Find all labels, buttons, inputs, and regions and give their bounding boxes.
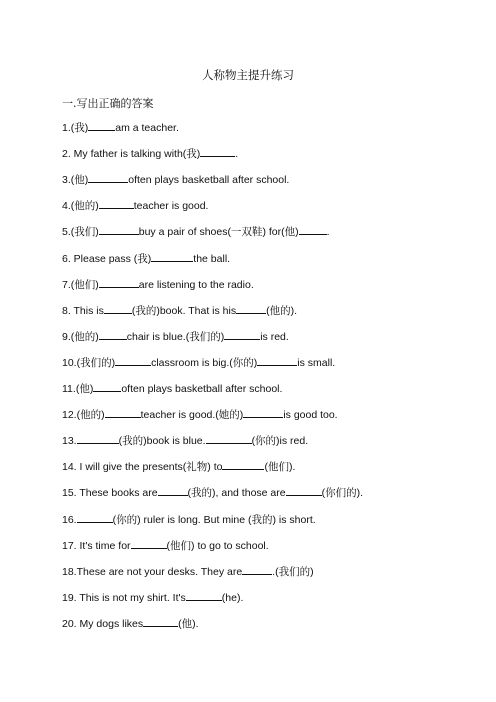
question-item — [62, 511, 316, 527]
question-item — [62, 380, 282, 396]
question-text: are listening to the radio. — [138, 278, 254, 291]
question-item — [62, 223, 330, 239]
answer-blank[interactable] — [99, 328, 127, 340]
answer-blank[interactable] — [206, 432, 252, 444]
question-text: 18.These are not your desks. They are — [62, 565, 243, 578]
question-text: 10.(我们的) — [62, 356, 116, 369]
question-item — [62, 171, 289, 187]
question-text: 13. — [62, 435, 77, 448]
question-text: .(我们的) — [272, 565, 314, 578]
answer-blank[interactable] — [115, 354, 151, 366]
answer-blank[interactable] — [93, 380, 121, 392]
question-text: is small. — [297, 356, 336, 369]
question-text: teacher is good.(她的) — [140, 409, 244, 422]
question-text: . — [326, 226, 330, 239]
section-heading: 一.写出正确的答案 — [62, 97, 154, 110]
question-item — [62, 537, 269, 553]
answer-blank[interactable] — [242, 563, 272, 575]
question-item — [62, 119, 179, 135]
answer-blank[interactable] — [77, 511, 113, 523]
question-text: 11.(他) — [62, 383, 94, 395]
question-text: 1.(我) — [62, 122, 89, 134]
question-item — [62, 563, 314, 579]
question-text: 6. Please pass (我) — [62, 252, 152, 265]
question-item — [62, 615, 199, 631]
question-text: 7.(他们) — [62, 278, 99, 291]
question-text: 16. — [62, 513, 77, 526]
question-text: 2. My father is talking with(我) — [62, 148, 201, 161]
question-text: am a teacher. — [115, 122, 179, 134]
question-text: is good too. — [283, 409, 338, 422]
question-text: (他的). — [266, 304, 298, 317]
answer-blank[interactable] — [99, 223, 139, 235]
question-text: (他). — [178, 617, 199, 630]
question-item — [62, 145, 238, 161]
question-text: (你们的). — [321, 487, 364, 500]
question-text: 3.(他) — [62, 174, 89, 187]
question-item — [62, 484, 363, 500]
question-text: the ball. — [193, 252, 231, 265]
question-item — [62, 302, 297, 318]
question-text: often plays basketball after school. — [121, 383, 283, 395]
question-item — [62, 458, 295, 474]
answer-blank[interactable] — [286, 484, 322, 496]
question-text: often plays basketball after school. — [128, 174, 290, 187]
answer-blank[interactable] — [200, 145, 235, 157]
answer-blank[interactable] — [186, 589, 222, 601]
answer-blank[interactable] — [257, 354, 297, 366]
question-text: . — [235, 148, 239, 161]
question-text: 8. This is — [62, 304, 104, 317]
question-item — [62, 328, 289, 344]
question-text: 20. My dogs likes — [62, 617, 144, 630]
question-text: (我的), and those are — [187, 487, 286, 500]
page-title: 人称物主提升练习 — [202, 68, 294, 82]
question-item — [62, 432, 308, 448]
answer-blank[interactable] — [88, 119, 115, 131]
answer-blank[interactable] — [104, 302, 132, 314]
question-text: 5.(我们) — [62, 226, 99, 239]
question-text: classroom is big.(你的) — [151, 356, 258, 369]
question-text: teacher is good. — [133, 200, 209, 213]
question-text: 12.(他的) — [62, 409, 105, 422]
answer-blank[interactable] — [243, 406, 283, 418]
answer-blank[interactable] — [77, 432, 119, 444]
answer-blank[interactable] — [158, 484, 188, 496]
question-text: 4.(他的) — [62, 200, 99, 213]
question-text: (你的) ruler is long. But mine (我的) is short. — [112, 513, 316, 526]
question-item — [62, 197, 208, 213]
question-text: (我的)book. That is his — [131, 304, 237, 317]
answer-blank[interactable] — [131, 537, 167, 549]
answer-blank[interactable] — [143, 615, 178, 627]
answer-blank[interactable] — [222, 458, 264, 470]
answer-blank[interactable] — [105, 406, 141, 418]
question-text: (我的)book is blue. — [118, 435, 206, 448]
question-text: chair is blue.(我们的) — [126, 330, 225, 343]
question-text: (he). — [221, 591, 244, 604]
answer-blank[interactable] — [299, 223, 327, 235]
question-text: 19. This is not my shirt. It's — [62, 591, 186, 604]
question-text: 14. I will give the presents(礼物) to — [62, 461, 223, 474]
question-text: 9.(他的) — [62, 330, 99, 343]
question-text: buy a pair of shoes(一双鞋) for(他) — [138, 226, 299, 239]
question-text: 15. These books are — [62, 487, 158, 500]
question-text: (他们). — [264, 461, 296, 474]
question-text: is red. — [260, 330, 289, 343]
question-text: 17. It's time for — [62, 539, 131, 552]
answer-blank[interactable] — [224, 328, 260, 340]
answer-blank[interactable] — [99, 276, 139, 288]
question-item — [62, 354, 335, 370]
question-text: (他们) to go to school. — [166, 539, 269, 552]
question-item — [62, 406, 338, 422]
answer-blank[interactable] — [88, 171, 128, 183]
question-item — [62, 276, 254, 292]
question-item — [62, 589, 243, 605]
question-text: (你的)is red. — [251, 435, 309, 448]
question-item — [62, 250, 230, 266]
answer-blank[interactable] — [151, 250, 193, 262]
answer-blank[interactable] — [236, 302, 266, 314]
answer-blank[interactable] — [99, 197, 134, 209]
